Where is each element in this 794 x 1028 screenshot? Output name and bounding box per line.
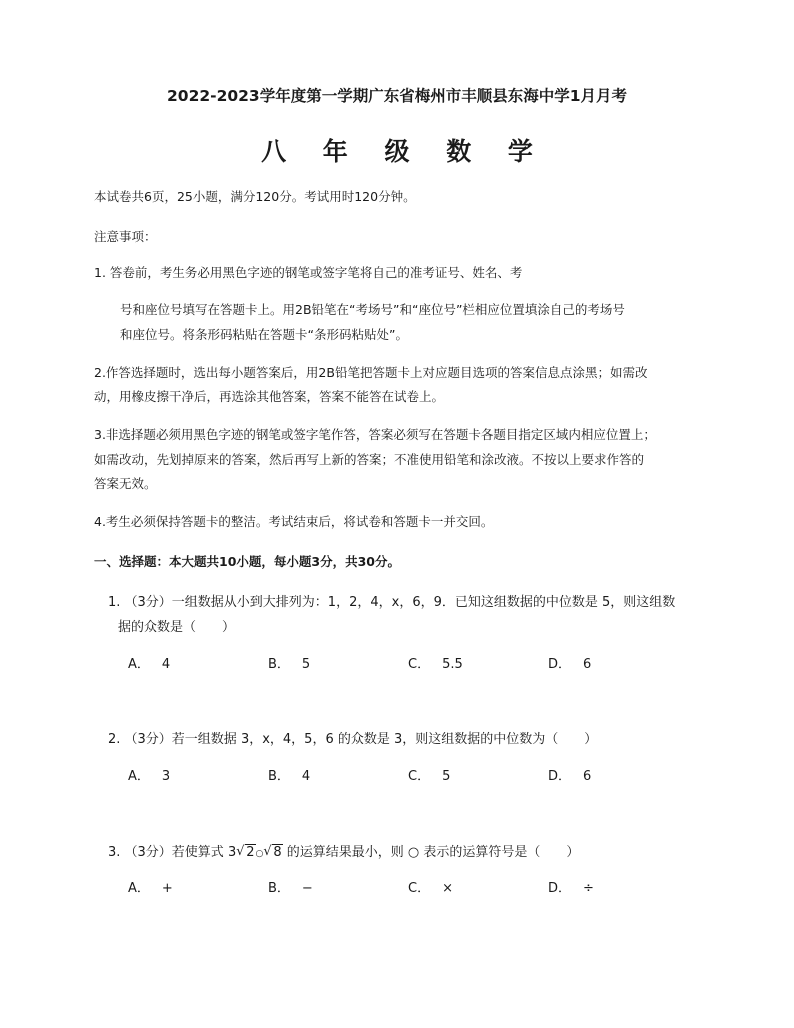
question-2-line-1: 2. （3分）若一组数据 3，x，4，5，6 的众数是 3，则这组数据的中位数为（ ） xyxy=(108,732,598,747)
note-2-line-2: 动，用橡皮擦干净后，再选涂其他答案，答案不能答在试卷上。 xyxy=(94,389,445,404)
option-text: ÷ xyxy=(583,881,594,896)
section-1-heading: 一、选择题：本大题共10小题，每小题3分，共30分。 xyxy=(94,554,400,569)
option-letter: D． xyxy=(548,769,572,784)
question-1-option-c[interactable] xyxy=(408,656,463,674)
sqrt-symbol xyxy=(237,844,255,862)
radicand: 2 xyxy=(246,845,255,860)
question-2-option-d[interactable] xyxy=(548,768,591,786)
question-2-option-b[interactable] xyxy=(268,768,310,786)
option-letter: D． xyxy=(548,657,572,672)
question-3-line-1 xyxy=(108,844,579,863)
option-text: 5.5 xyxy=(442,657,463,672)
option-letter: B． xyxy=(268,881,290,896)
option-letter: C． xyxy=(408,769,431,784)
option-letter: A． xyxy=(128,657,150,672)
question-3-option-b[interactable] xyxy=(268,880,313,898)
option-letter: A． xyxy=(128,769,150,784)
exam-intro: 本试卷共6页，25小题，满分120分。考试用时120分钟。 xyxy=(94,189,416,204)
question-2-option-a[interactable] xyxy=(128,768,170,786)
option-text: 4 xyxy=(161,657,171,672)
note-1-line-2: 号和座位号填写在答题卡上。用2B铅笔在“考场号”和“座位号”栏相应位置填涂自己的考场号 xyxy=(120,302,625,317)
notes-heading: 注意事项： xyxy=(94,229,157,244)
note-3-line-1: 3.非选择题必须用黑色字迹的钢笔或签字笔作答，答案必须写在答题卡各题目指定区域内相应位置上； xyxy=(94,427,656,442)
question-1-line-2: 据的众数是（ ） xyxy=(118,620,236,635)
option-text: 4 xyxy=(301,769,311,784)
question-1-option-d[interactable] xyxy=(548,656,591,674)
option-text: 6 xyxy=(583,769,592,784)
option-text: + xyxy=(161,881,173,896)
exam-title: 2022-2023学年度第一学期广东省梅州市丰顺县东海中学1月月考 xyxy=(167,87,627,105)
question-3-option-a[interactable] xyxy=(128,880,173,898)
question-1-option-a[interactable] xyxy=(128,656,170,674)
option-letter: C． xyxy=(408,881,431,896)
note-3-line-2: 如需改动，先划掉原来的答案，然后再写上新的答案；不准使用铅笔和涂改液。不按以上要求作答的 xyxy=(94,452,645,467)
option-text: 5 xyxy=(301,657,311,672)
question-3-suffix: 的运算结果最小，则 ○ 表示的运算符号是（ ） xyxy=(282,845,580,860)
option-text: 3 xyxy=(161,769,171,784)
option-text: 5 xyxy=(442,769,451,784)
radicand: 8 xyxy=(273,845,282,860)
question-2-option-c[interactable] xyxy=(408,768,450,786)
option-text: 6 xyxy=(583,657,592,672)
option-letter: D． xyxy=(548,881,572,896)
note-1-line-1: 1. 答卷前，考生务必用黑色字迹的钢笔或签字笔将自己的准考证号、姓名、考 xyxy=(94,265,523,280)
option-letter: B． xyxy=(268,657,290,672)
note-1-line-3: 和座位号。将条形码粘贴在答题卡“条形码粘贴处”。 xyxy=(120,327,408,342)
note-4: 4.考生必须保持答题卡的整洁。考试结束后，将试卷和答题卡一并交回。 xyxy=(94,514,494,529)
note-3-line-3: 答案无效。 xyxy=(94,476,157,491)
question-3-option-c[interactable] xyxy=(408,880,453,898)
option-text: − xyxy=(301,881,313,896)
question-3-prefix: 3. （3分）若使算式 3 xyxy=(108,845,237,860)
question-3-option-d[interactable] xyxy=(548,880,594,898)
option-letter: C． xyxy=(408,657,431,672)
sqrt-symbol xyxy=(264,844,282,862)
question-1-option-b[interactable] xyxy=(268,656,310,674)
exam-subtitle: 八 年 级 数 学 xyxy=(261,137,547,166)
option-text: × xyxy=(442,881,453,896)
note-2-line-1: 2.作答选择题时，选出每小题答案后，用2B铅笔把答题卡上对应题目选项的答案信息点涂黑；如需改 xyxy=(94,365,648,380)
option-letter: A． xyxy=(128,881,150,896)
operator-circle: ○ xyxy=(255,849,264,859)
option-letter: B． xyxy=(268,769,290,784)
question-1-line-1: 1. （3分）一组数据从小到大排列为：1，2，4，x，6，9．已知这组数据的中位数是 5，则这组数 xyxy=(108,595,676,610)
